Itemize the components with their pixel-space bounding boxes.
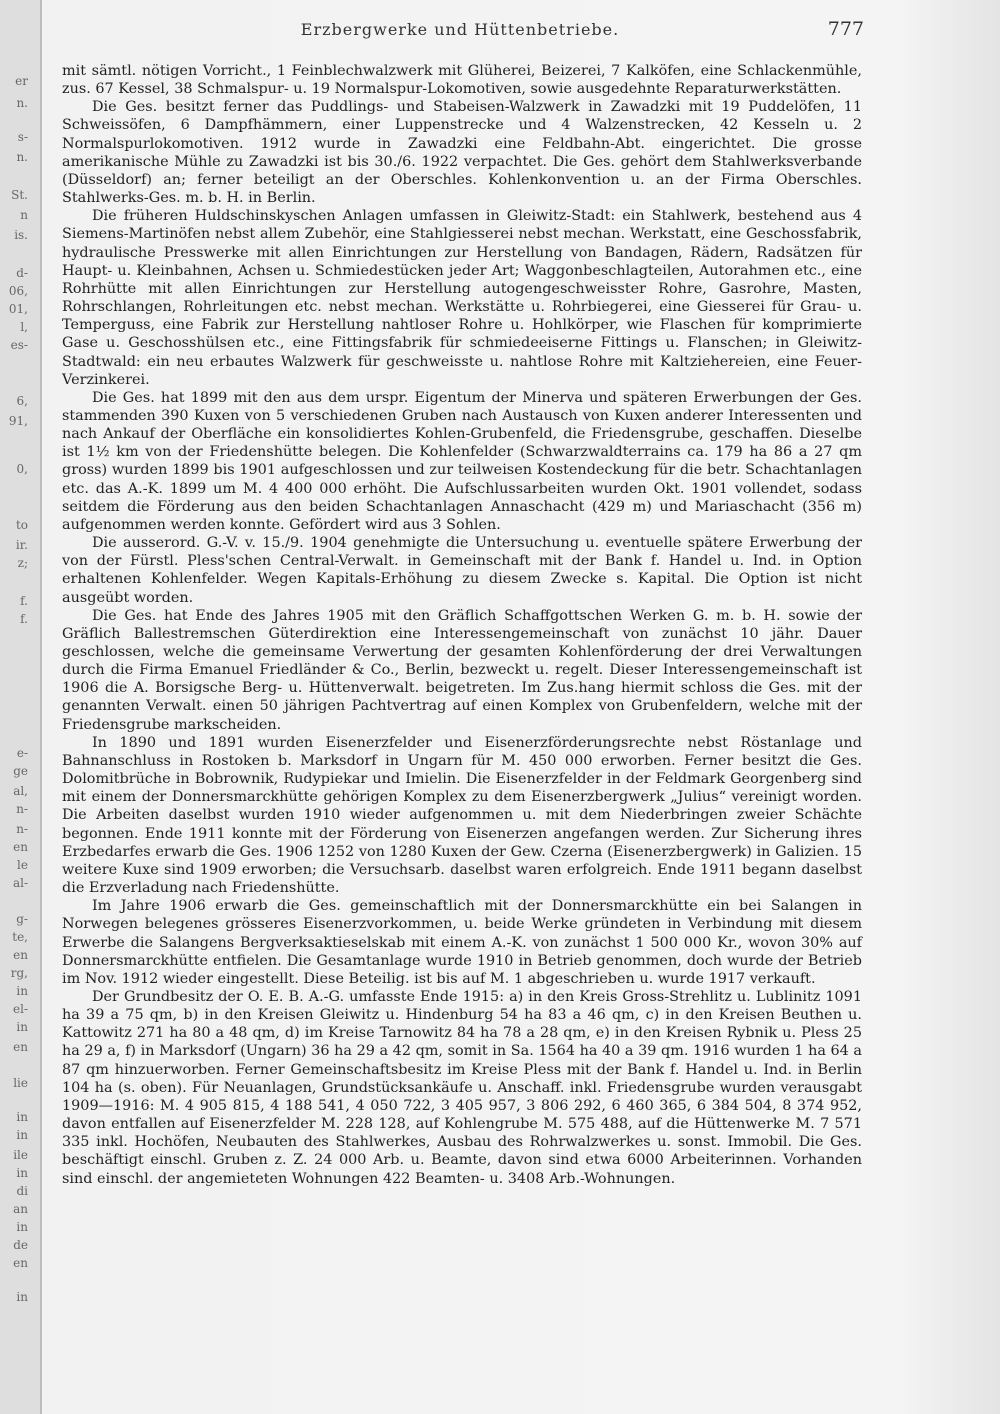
margin-fragment: ge <box>13 764 28 778</box>
margin-fragment: 0, <box>16 462 28 476</box>
page-header <box>56 18 864 44</box>
left-margin-gutter <box>0 0 42 1414</box>
margin-fragment: in <box>16 984 28 998</box>
margin-fragment: l, <box>20 320 28 334</box>
paragraph: mit sämtl. nötigen Vorricht., 1 Feinblechwalzwerk mit Glüherei, Beizerei, 7 Kalköfen, eine Schlackenmühle, zus. 67 Kessel, 38 Schmalspur- u. 19 Normalspur-Lokomotiven, sowie ausgedehnte Reparaturwerkstätten. <box>62 63 862 98</box>
margin-fragment: es- <box>10 338 28 352</box>
margin-fragment: e- <box>16 746 28 760</box>
paragraph: Die Ges. besitzt ferner das Puddlings- und Stabeisen-Walzwerk in Zawadzki mit 19 Puddelöfen, 11 Schweissöfen, 6 Dampfhämmern, einer Luppenstrecke und 4 Walzenstrecken, 42 Kesseln u. 2 Normalspurlokomotiven. 1912 wurde in Zawadzki eine Feldbahn-Abt. eingerichtet. Die grosse amerikanische Mühle zu Zawadzki ist bis 30./6. 1922 verpachtet. Die Ges. gehört dem Stahlwerksverbande (Düsseldorf) an; ferner beteiligt an der Oberschles. Kohlenkonvention u. an der Firma Oberschles. Stahlwerks-Ges. m. b. H. in Berlin. <box>62 99 862 207</box>
margin-fragment: 06, <box>8 284 28 298</box>
margin-fragment: n. <box>16 150 28 164</box>
margin-fragment: en <box>13 840 28 854</box>
margin-fragment: n- <box>16 822 28 836</box>
margin-fragment: d- <box>16 266 28 280</box>
margin-fragment: en <box>13 948 28 962</box>
margin-fragment: St. <box>11 188 28 202</box>
margin-fragment: en <box>13 1256 28 1270</box>
margin-fragment: in <box>16 1220 28 1234</box>
body-text <box>62 62 862 1188</box>
margin-fragment: el- <box>13 1002 28 1016</box>
margin-fragment: f. <box>20 594 28 608</box>
margin-fragment: in <box>16 1110 28 1124</box>
margin-fragment: is. <box>14 228 28 242</box>
paragraph: Der Grundbesitz der O. E. B. A.-G. umfasste Ende 1915: a) in den Kreis Gross-Strehlitz u. Lublinitz 1091 ha 39 a 75 qm, b) in den Kreisen Gleiwitz u. Hindenburg 54 ha 83 a 46 qm, c) in den Kreisen Beuthen u. Kattowitz 271 ha 80 a 48 qm, d) im Kreise Tarnowitz 84 ha 78 a 28 qm, e) in den Kreisen Rybnik u. Pless 25 ha 29 a, f) in Marksdorf (Ungarn) 36 ha 29 a 42 qm, somit in Sa. 1564 ha 40 a 39 qm. 1916 wurden 1 ha 64 a 87 qm hinzuerworben. Ferner Gemeinschaftsbesitz im Kreise Pless mit der Bank f. Handel u. Ind. in Berlin 104 ha (s. oben). Für Neuanlagen, Grundstücksankäufe u. Anschaff. inkl. Friedensgrube wurden verausgabt 1909—1916: M. 4 905 815, 4 188 541, 4 050 722, 3 405 957, 3 806 292, 6 460 365, 6 384 504, 8 374 952, davon entfallen auf Eisenerzfelder M. 228 128, auf Kohlengrube M. 575 488, auf die Hüttenwerke M. 7 571 335 inkl. Hochöfen, Neubauten des Stahlwerkes, Ausbau des Rohrwalzwerkes u. sonst. Immobil. Die Ges. beschäftigt einschl. Gruben z. Z. 24 000 Arb. u. Beamte, davon sind etwa 6000 Arbeiterinnen. Vorhanden sind einschl. der angemieteten Wohnungen 422 Beamten- u. 3408 Arb.-Wohnungen. <box>62 988 862 1187</box>
running-head: Erzbergwerke und Hüttenbetriebe. <box>300 20 620 39</box>
margin-fragment: de <box>13 1238 28 1252</box>
margin-fragment: er <box>15 74 28 88</box>
margin-fragment: al, <box>13 784 28 798</box>
paragraph: Die früheren Huldschinskyschen Anlagen umfassen in Gleiwitz-Stadt: ein Stahlwerk, bestehend aus 4 Siemens-Martinöfen nebst allem Zubehör, eine Stahlgiesserei nebst mechan. Werkstatt, eine Geschossfabrik, hydraulische Presswerke mit allen Einrichtungen zur Herstellung von Bandagen, Rädern, Radsätzen für Haupt- u. Kleinbahnen, Achsen u. Schmiedestücken jeder Art; Waggonbeschlagteilen, Autorahmen etc., eine Rohrhütte mit allen Einrichtungen zur Herstellung autogengeschweisster Rohre, Gasrohre, Masten, Rohrschlangen, Rohrleitungen etc. nebst mechan. Werkstätte u. Rohrbiegerei, eine Giesserei für Grau- u. Temperguss, eine Fabrik zur Herstellung nahtloser Rohre u. Hohlkörper, wie Flaschen für komprimierte Gase u. Geschosshülsen etc., eine Fittingsfabrik für schmiedeeiserne Fittings u. Flanschen; in Gleiwitz-Stadtwald: ein neu erbautes Walzwerk für geschweisste u. nahtlose Rohre mit Kaltziehereien, eine Feuer-Verzinkerei. <box>62 208 862 388</box>
margin-fragment: 6, <box>16 394 28 408</box>
margin-fragment: in <box>16 1290 28 1304</box>
margin-fragment: ir. <box>15 538 28 552</box>
margin-fragment: in <box>16 1166 28 1180</box>
margin-fragment: in <box>16 1020 28 1034</box>
margin-fragment: en <box>13 1040 28 1054</box>
page-number: 777 <box>827 18 864 40</box>
margin-fragment: 91, <box>8 414 28 428</box>
margin-fragment: al- <box>12 876 28 890</box>
margin-fragment: di <box>16 1184 28 1198</box>
paragraph: Die Ges. hat Ende des Jahres 1905 mit den Gräflich Schaffgottschen Werken G. m. b. H. sowie der Gräflich Ballestremschen Güterdirektion eine Interessengemeinschaft von zunächst 10 jähr. Dauer geschlossen, welche die gemeinsame Verwertung der gesamten Kohlenförderung der drei Verwaltungen durch die Firma Emanuel Friedländer & Co., Berlin, bezweckt u. regelt. Dieser Interessengemeinschaft ist 1906 die A. Borsigsche Berg- u. Hüttenverwalt. beigetreten. Im Zus.hang hiermit schloss die Ges. mit der genannten Verwalt. einen 50 jährigen Pachtvertrag auf einen Komplex von Grubenfeldern, welche mit der Friedensgrube markscheiden. <box>62 607 862 733</box>
margin-fragment: ile <box>13 1148 28 1162</box>
margin-fragment: te, <box>12 930 28 944</box>
margin-fragment: g- <box>16 912 28 926</box>
paragraph: Im Jahre 1906 erwarb die Ges. gemeinschaftlich mit der Donnersmarckhütte ein bei Salangen in Norwegen belegenes grösseres Eisenerzvorkommen, u. beide Werke gründeten in Verbindung mit diesem Erwerbe die Salangens Bergverksaktieselskab mit einem A.-K. von zunächst 1 500 000 Kr., wovon 30% auf Donnersmarckhütte entfielen. Die Gesamtanlage wurde 1910 in Betrieb genommen, doch wurde der Betrieb im Nov. 1912 wieder eingestellt. Diese Beteilig. ist bis auf M. 1 abgeschrieben u. wurde 1917 verkauft. <box>62 898 862 987</box>
paragraph: Die Ges. hat 1899 mit den aus dem urspr. Eigentum der Minerva und späteren Erwerbungen der Ges. stammenden 390 Kuxen von 5 verschiedenen Gruben nach Austausch von Kuxen anderer Interessenten und nach Ankauf der Oberfläche ein konsolidiertes Kohlen-Grubenfeld, die Friedensgrube, geschaffen. Dieselbe ist 1½ km von der Friedenshütte belegen. Die Kohlenfelder (Schwarzwaldterrains ca. 179 ha 86 a 27 qm gross) wurden 1899 bis 1901 aufgeschlossen und zur teilweisen Kostendeckung für die betr. Schachtanlagen etc. das A.-K. 1899 um M. 4 400 000 erhöht. Die Aufschlussarbeiten wurden Okt. 1901 vollendet, sodass seitdem die Förderung aus den beiden Schachtanlagen Annaschacht (429 m) und Mariaschacht (356 m) aufgenommen werden konnte. Gefördert wird aus 3 Sohlen. <box>62 389 862 533</box>
paragraph: In 1890 und 1891 wurden Eisenerzfelder und Eisenerzförderungsrechte nebst Röstanlage und Bahnanschluss in Rostoken b. Marksdorf in Ungarn für M. 450 000 erworben. Ferner besitzt die Ges. Dolomitbrüche in Bobrownik, Rudypiekar und Imielin. Die Eisenerzfelder in der Feldmark Georgenberg sind mit einem der Donnersmarckhütte gehörigen Komplex zu dem Eisenerzbergwerk „Julius“ vereinigt worden. Die Arbeiten daselbst wurden 1910 wieder aufgenommen u. mit dem Niederbringen zweier Schächte begonnen. Ende 1911 konnte mit der Förderung von Eisenerzen angefangen werden. Zur Sicherung ihres Erzbedarfes erwarb die Ges. 1906 1252 von 1280 Kuxen der Gew. Czerna (Eisenerzbergwerk) in Galizien. 15 weitere Kuxe sind 1909 erworben; die Versuchsarb. daselbst waren erfolgreich. Ende 1911 begann daselbst die Erzverladung nach Friedenshütte. <box>62 734 862 897</box>
margin-fragment: n- <box>16 802 28 816</box>
margin-fragment: n <box>20 208 28 222</box>
margin-fragment: n. <box>16 96 28 110</box>
margin-fragment: 01, <box>8 302 28 316</box>
margin-fragment: lie <box>13 1076 28 1090</box>
margin-fragment: in <box>16 1128 28 1142</box>
margin-fragment: z; <box>17 556 28 570</box>
margin-fragment: an <box>13 1202 28 1216</box>
margin-fragment: le <box>17 858 28 872</box>
margin-fragment: to <box>15 518 28 532</box>
paragraph: Die ausserord. G.-V. v. 15./9. 1904 genehmigte die Untersuchung u. eventuelle spätere Erwerbung der von der Fürstl. Pless'schen Central-Verwalt. in Gemeinschaft mit der Bank f. Handel u. Ind. in Option erhaltenen Kohlenfelder. Wegen Kapitals-Erhöhung zu diesem Zwecke s. Kapital. Die Option ist nicht ausgeübt worden. <box>62 535 862 606</box>
margin-fragment: f. <box>20 612 28 626</box>
margin-fragment: s- <box>17 130 28 144</box>
margin-fragment: rg, <box>10 966 28 980</box>
